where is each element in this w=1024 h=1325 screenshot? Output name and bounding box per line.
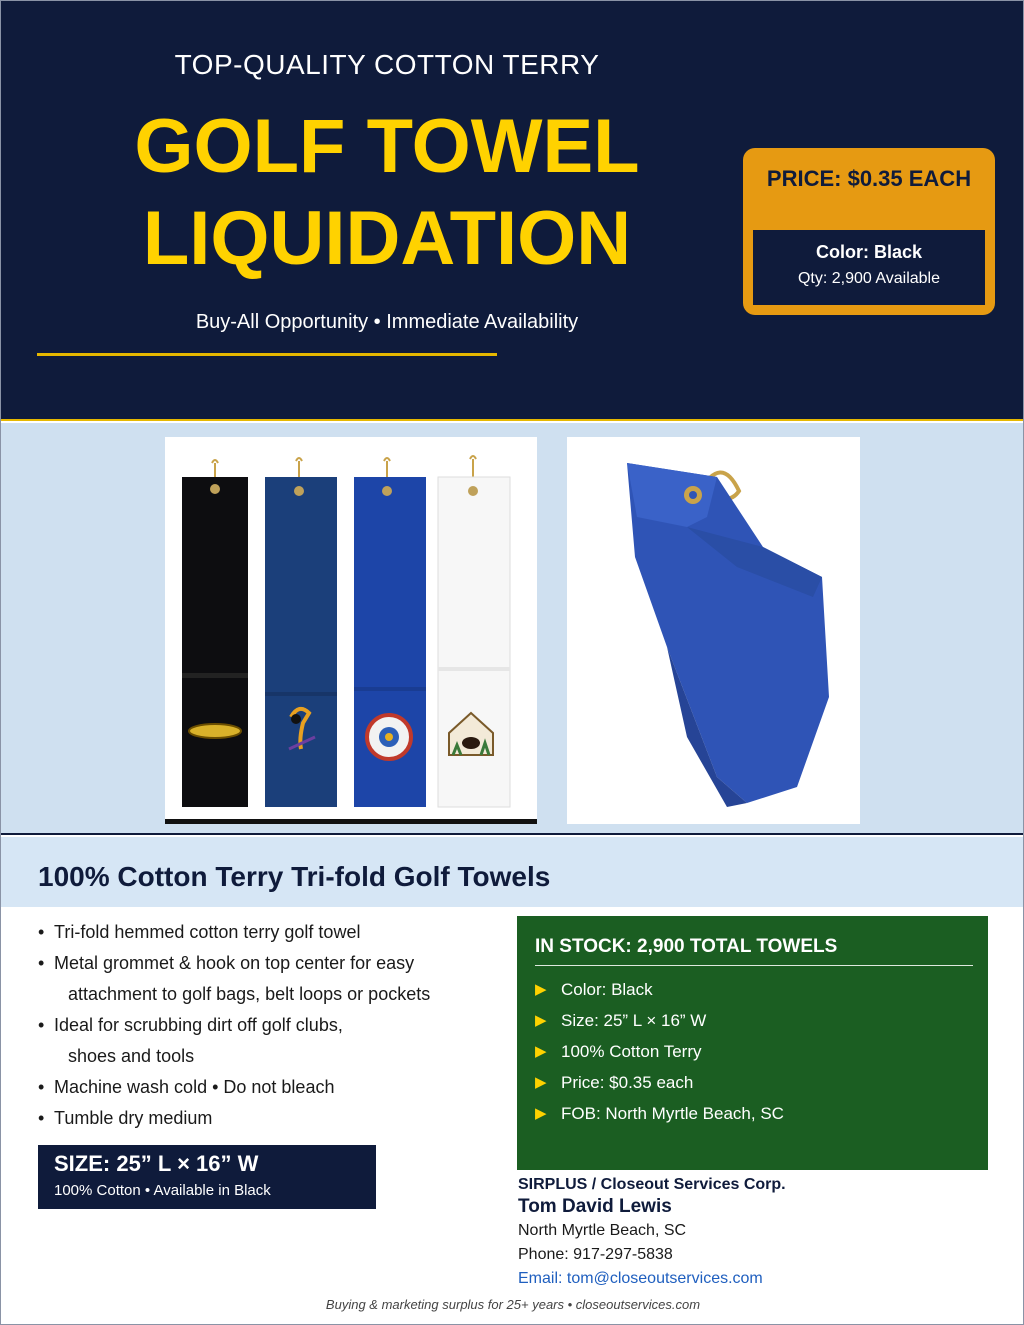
price-qty: Qty: 2,900 Available (797, 270, 941, 287)
stock-list (535, 974, 975, 1129)
stock-item: ▶ Color: Black (535, 974, 975, 1005)
feature-item-continued: shoes and tools (68, 1046, 195, 1066)
contact-location: North Myrtle Beach, SC (518, 1222, 687, 1239)
section-title: 100% Cotton Terry Tri-fold Golf Towels (38, 861, 551, 892)
company-name: SIRPLUS / Closeout Services Corp. (518, 1176, 786, 1193)
stock-item: ▶ 100% Cotton Terry (535, 1036, 975, 1067)
white-towel (438, 456, 510, 807)
triangle-right-icon: ▶ (535, 1105, 547, 1122)
feature-item: • Tumble dry medium (38, 1103, 508, 1134)
photo-gallery (1, 423, 1023, 835)
folded-towel-photo (567, 437, 860, 824)
feature-item: • Tri-fold hemmed cotton terry golf towel (38, 917, 508, 948)
black-towel (182, 460, 248, 807)
feature-item: • Ideal for scrubbing dirt off golf clubs, (38, 1010, 508, 1041)
size-subtitle: 100% Cotton • Available in Black (54, 1182, 271, 1199)
features-list (38, 917, 508, 1134)
contact-block (518, 1175, 998, 1291)
footer-text: Buying & marketing surplus for 25+ years • closeoutservices.com (325, 1297, 701, 1312)
folded-towel-illustration (567, 437, 860, 824)
price-title: PRICE: $0.35 EACH (766, 166, 972, 191)
price-box (743, 148, 995, 315)
triangle-right-icon: ▶ (535, 981, 547, 998)
triangle-right-icon: ▶ (535, 1012, 547, 1029)
price-color: Color: Black (815, 242, 923, 262)
contact-phone: Phone: 917-297-5838 (518, 1246, 673, 1263)
blue-towel (265, 458, 337, 807)
stock-title: IN STOCK: 2,900 TOTAL TOWELS (535, 936, 838, 957)
price-details (753, 230, 985, 305)
contact-email-link[interactable]: Email: tom@closeoutservices.com (518, 1270, 763, 1287)
headline-line-2: LIQUIDATION (142, 196, 632, 281)
stock-item: ▶ FOB: North Myrtle Beach, SC (535, 1098, 975, 1129)
triangle-right-icon: ▶ (535, 1074, 547, 1091)
stock-item: ▶ Size: 25” L × 16” W (535, 1005, 975, 1036)
feature-item: • Metal grommet & hook on top center for easy (38, 948, 508, 979)
feature-item: • Machine wash cold • Do not bleach (38, 1072, 508, 1103)
section-title-bar (1, 837, 1023, 907)
contact-name: Tom David Lewis (518, 1196, 672, 1217)
bullet-icon: • (38, 1108, 45, 1128)
stock-divider (535, 965, 973, 966)
bullet-icon: • (38, 1077, 45, 1097)
size-title: SIZE: 25” L × 16” W (54, 1151, 259, 1176)
royal-blue-towel (354, 458, 426, 807)
in-stock-box (517, 916, 988, 1170)
size-box (38, 1145, 376, 1209)
bullet-icon: • (38, 1015, 45, 1035)
hero-divider (37, 353, 497, 356)
headline-line-1: GOLF TOWEL (134, 104, 640, 189)
stock-item: ▶ Price: $0.35 each (535, 1067, 975, 1098)
feature-item-continued: attachment to golf bags, belt loops or pockets (68, 984, 431, 1004)
folded-royal-blue-towel (627, 463, 829, 807)
kicker-text: TOP-QUALITY COTTON TERRY (174, 49, 600, 80)
hero-header (1, 1, 1023, 421)
four-towels-photo (165, 437, 537, 824)
bullet-icon: • (38, 922, 45, 942)
triangle-right-icon: ▶ (535, 1043, 547, 1060)
bullet-icon: • (38, 953, 45, 973)
tagline: Buy-All Opportunity • Immediate Availability (195, 311, 579, 333)
four-towels-illustration (165, 437, 537, 824)
